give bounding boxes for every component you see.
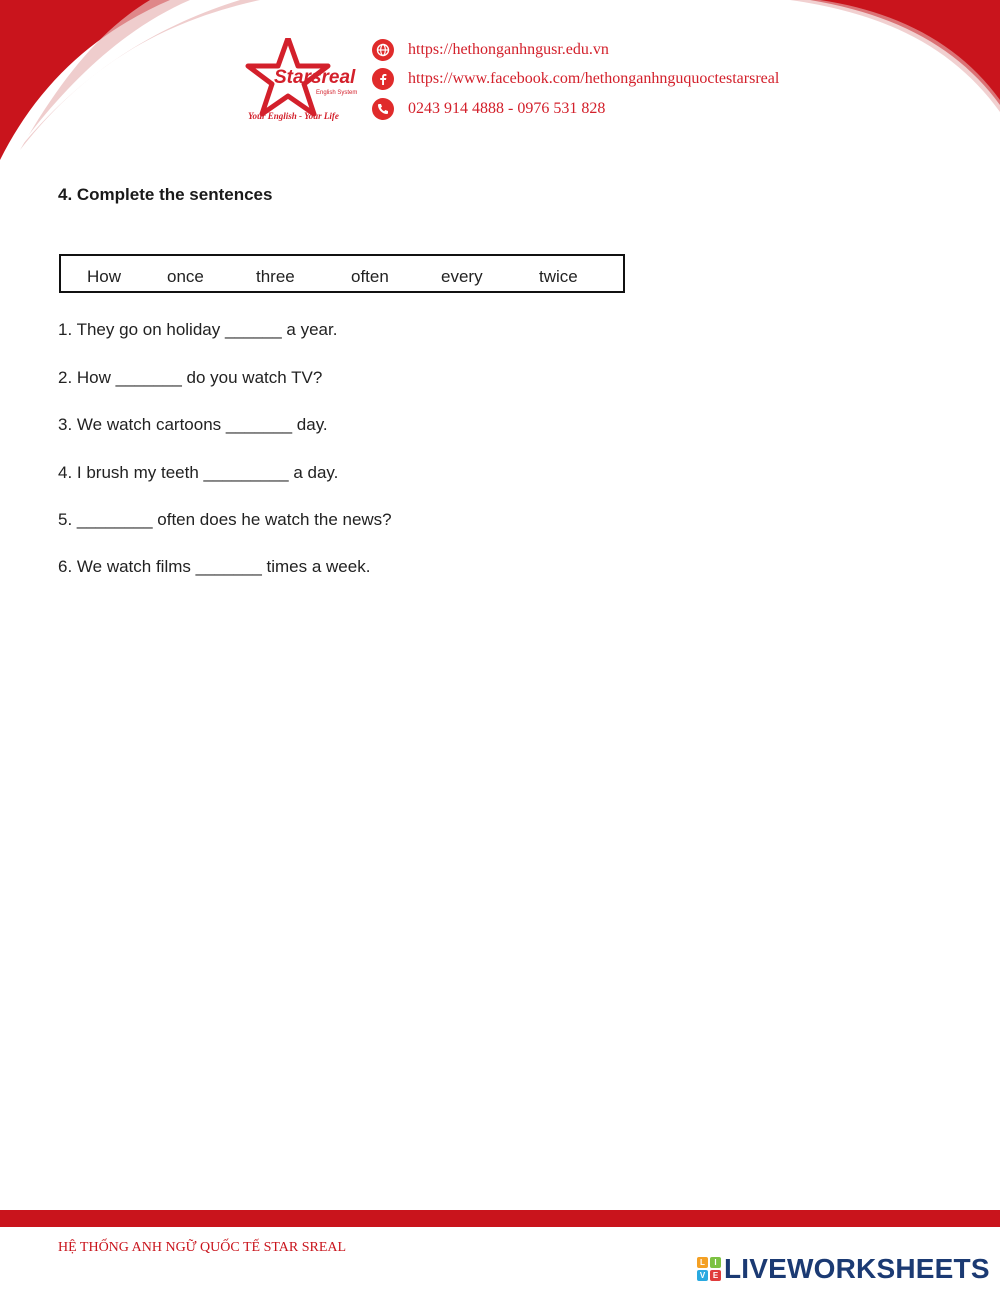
logo-brand: Starsreal (274, 67, 356, 88)
sentence-5[interactable]: 5. ________ often does he watch the news? (58, 510, 392, 529)
exercise-title: 4. Complete the sentences (58, 185, 273, 204)
phone-icon (372, 98, 394, 120)
word-bank-item: every (441, 267, 483, 286)
sentence-6[interactable]: 6. We watch films _______ times a week. (58, 557, 371, 576)
sentence-3[interactable]: 3. We watch cartoons _______ day. (58, 415, 328, 434)
word-bank (59, 254, 625, 293)
live-badge-icon (697, 1257, 721, 1281)
footer-text: HỆ THỐNG ANH NGỮ QUỐC TẾ STAR SREAL (58, 1240, 347, 1255)
logo-brand-sub: English System (316, 90, 358, 96)
liveworksheets-brand: LIVEWORKSHEETS (724, 1253, 990, 1284)
badge-letter: I (710, 1257, 721, 1268)
liveworksheets-logo[interactable] (697, 1253, 990, 1285)
globe-icon (372, 39, 394, 61)
facebook-icon (372, 68, 394, 90)
contact-website (372, 38, 609, 62)
word-bank-item: twice (539, 267, 578, 286)
phone-number: 0243 914 4888 - 0976 531 828 (408, 100, 606, 117)
badge-letter: E (710, 1270, 721, 1281)
contact-facebook (372, 67, 779, 91)
sentence-2[interactable]: 2. How _______ do you watch TV? (58, 368, 323, 387)
sentence-4[interactable]: 4. I brush my teeth _________ a day. (58, 463, 339, 482)
facebook-link[interactable]: https://www.facebook.com/hethonganhnguquoctestarsreal (408, 70, 780, 87)
website-link[interactable]: https://hethonganhngusr.edu.vn (408, 41, 609, 58)
badge-letter: V (697, 1270, 708, 1281)
logo-tagline: Your English - Your Life (248, 111, 339, 121)
badge-letter: L (697, 1257, 708, 1268)
word-bank-item: often (351, 267, 389, 286)
footer-bar (0, 1210, 1000, 1227)
contact-phone (372, 97, 605, 121)
word-bank-item: How (87, 267, 122, 286)
word-bank-item: three (256, 267, 295, 286)
word-bank-item: once (167, 267, 204, 286)
sentence-1[interactable]: 1. They go on holiday ______ a year. (58, 320, 338, 339)
